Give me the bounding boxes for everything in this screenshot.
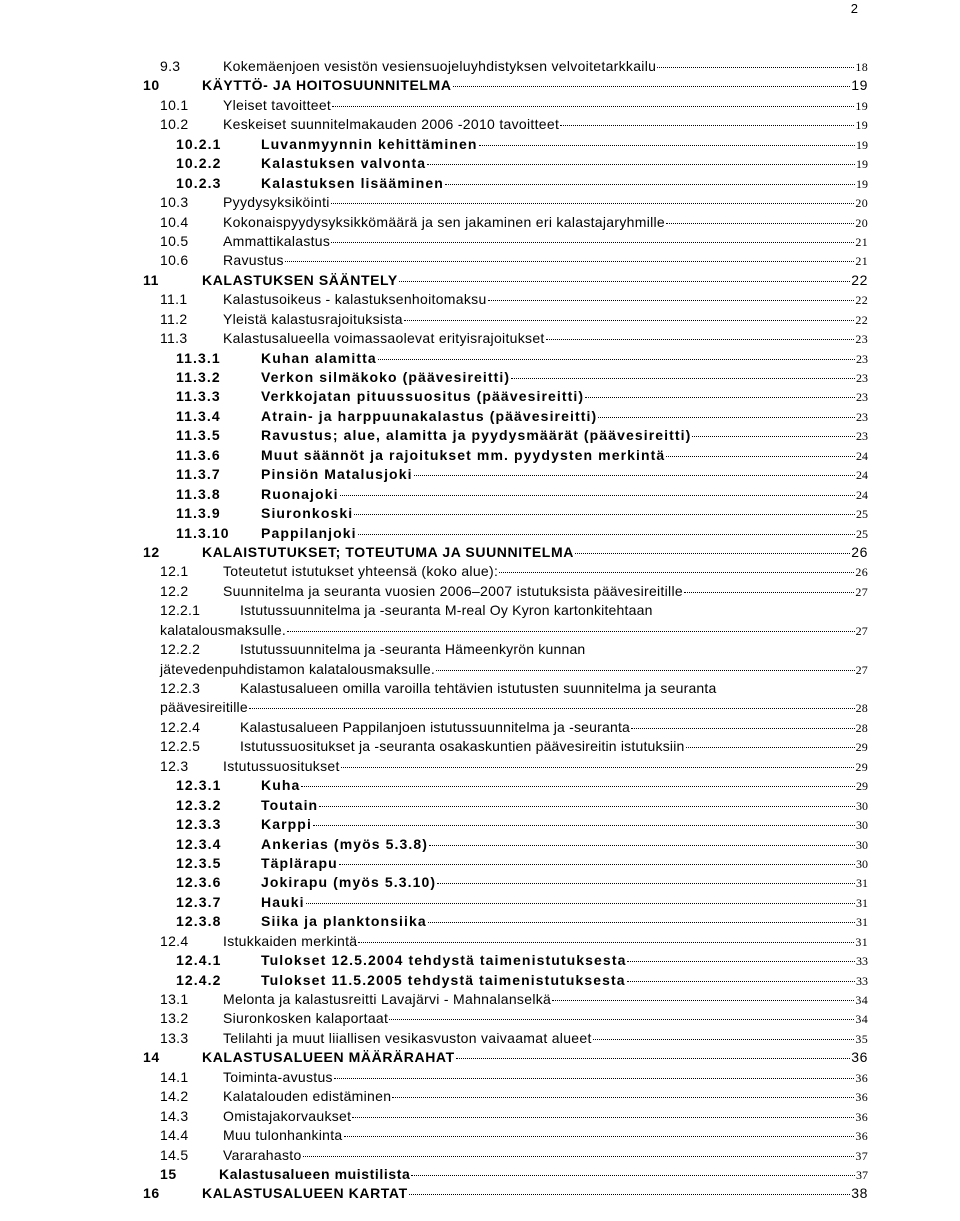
dot-leader <box>378 359 855 360</box>
toc-entry-page: 33 <box>856 973 868 988</box>
toc-entry-title: Telilahti ja muut liiallisen vesikasvuston vaivaamat alueet <box>223 1029 592 1046</box>
toc-entry[interactable] <box>143 816 868 835</box>
toc-entry[interactable] <box>143 758 868 777</box>
toc-entry-number: 10.2 <box>160 116 189 133</box>
toc-entry-number: 15 <box>160 1165 177 1182</box>
toc-entry-page: 29 <box>855 740 868 755</box>
toc-entry-page: 19 <box>856 176 868 191</box>
toc-entry-number: 11.3.6 <box>176 446 221 463</box>
dot-leader <box>666 223 854 224</box>
toc-entry[interactable] <box>143 1108 868 1127</box>
toc-entry-page: 35 <box>855 1031 868 1046</box>
toc-entry-number: 12.3.3 <box>176 816 222 833</box>
dot-leader <box>249 708 855 709</box>
toc-entry-number: 14.3 <box>160 1107 189 1124</box>
toc-entry-page: 37 <box>856 1167 868 1182</box>
toc-entry[interactable] <box>143 1069 868 1088</box>
toc-entry-title: Toutain <box>261 796 319 813</box>
toc-entry-page: 25 <box>856 526 868 541</box>
toc-entry-number: 12.3.1 <box>176 777 222 794</box>
toc-entry-title: Kalatalouden edistäminen <box>223 1088 392 1105</box>
toc-entry-page: 24 <box>856 468 868 483</box>
toc-entry-number: 13.1 <box>160 991 189 1007</box>
dot-leader <box>303 1156 855 1157</box>
toc-entry-number: 11.3.7 <box>176 466 221 483</box>
toc-entry[interactable] <box>143 738 868 757</box>
toc-entry[interactable] <box>143 544 868 563</box>
table-of-contents <box>143 58 868 1205</box>
toc-entry-title: Kalastuksen valvonta <box>261 155 427 172</box>
toc-entry-title: Pinsiön Matalusjoki <box>261 466 413 483</box>
dot-leader <box>334 1078 855 1079</box>
toc-entry[interactable] <box>143 291 868 310</box>
dot-leader <box>585 397 855 398</box>
toc-entry-title: Kalastuksen lisääminen <box>261 174 444 191</box>
dot-leader <box>358 942 854 943</box>
toc-entry[interactable] <box>143 991 868 1010</box>
dot-leader <box>331 242 854 243</box>
dot-leader <box>389 1019 854 1020</box>
toc-entry[interactable] <box>143 155 868 174</box>
toc-entry[interactable] <box>143 622 868 641</box>
toc-entry-page: 30 <box>856 818 868 833</box>
toc-entry-line[interactable] <box>143 680 868 699</box>
toc-entry-page: 31 <box>856 915 868 930</box>
dot-leader <box>552 1000 854 1001</box>
dot-leader <box>352 1117 854 1118</box>
toc-entry-page: 30 <box>856 798 868 813</box>
toc-entry[interactable] <box>143 330 868 349</box>
toc-entry[interactable] <box>143 233 868 252</box>
toc-entry-number: 10.2.1 <box>176 135 222 152</box>
toc-entry-number: 12 <box>143 543 160 560</box>
toc-entry[interactable] <box>143 699 868 718</box>
toc-entry-number: 12.4.1 <box>176 952 222 969</box>
toc-entry[interactable] <box>143 836 868 855</box>
toc-entry-page: 31 <box>856 876 868 891</box>
toc-entry-title: Karppi <box>261 816 312 833</box>
toc-entry-page: 36 <box>855 1129 868 1144</box>
toc-entry[interactable] <box>143 1185 868 1204</box>
toc-entry-number: 12.3.7 <box>176 893 222 910</box>
dot-leader <box>399 281 850 282</box>
toc-entry-number: 10.2.3 <box>176 174 222 191</box>
toc-entry-page: 21 <box>855 234 868 249</box>
dot-leader <box>319 806 855 807</box>
dot-leader <box>627 981 855 982</box>
toc-entry-title: Verkkojatan pituussuositus (päävesireitti) <box>261 388 585 405</box>
toc-entry[interactable] <box>143 311 868 330</box>
toc-entry[interactable] <box>143 1088 868 1107</box>
toc-entry[interactable] <box>143 913 868 932</box>
toc-entry-page: 30 <box>856 837 868 852</box>
toc-entry-page: 25 <box>856 507 868 522</box>
toc-entry-title: Kalastusalueen Pappilanjoen istutussuunnitelma ja -seuranta <box>240 718 631 735</box>
toc-entry-page: 36 <box>855 1090 868 1105</box>
toc-entry-number: 11.3.9 <box>176 505 221 522</box>
dot-leader <box>598 417 855 418</box>
toc-entry-title: Istutussuunnitelma ja -seuranta Hämeenkyrön kunnan <box>240 641 586 658</box>
toc-entry[interactable] <box>143 58 868 77</box>
toc-entry-number: 14.1 <box>160 1068 189 1085</box>
dot-leader <box>339 864 855 865</box>
toc-entry-number: 14 <box>143 1049 160 1066</box>
toc-entry[interactable] <box>143 369 868 388</box>
toc-entry-page: 33 <box>856 954 868 969</box>
toc-entry-title: Muu tulonhankinta <box>223 1127 343 1144</box>
toc-entry-title: Yleiset tavoitteet <box>223 96 332 113</box>
toc-entry-page: 29 <box>856 779 868 794</box>
dot-leader <box>657 67 854 68</box>
toc-entry-page: 36 <box>851 1049 868 1066</box>
toc-entry-number: 10.4 <box>160 213 189 230</box>
toc-entry-title: KALASTUSALUEEN MÄÄRÄRAHAT <box>202 1049 455 1066</box>
toc-entry-number: 12.2.1 <box>160 602 201 619</box>
toc-entry[interactable] <box>143 77 868 96</box>
toc-entry-number: 12.4 <box>160 932 189 949</box>
toc-entry[interactable] <box>143 525 868 544</box>
dot-leader <box>429 845 855 846</box>
dot-leader <box>392 1097 854 1098</box>
toc-entry[interactable] <box>143 583 868 602</box>
toc-entry-number: 12.3.8 <box>176 913 222 930</box>
dot-leader <box>301 786 855 787</box>
dot-leader <box>631 728 855 729</box>
toc-entry[interactable] <box>143 777 868 796</box>
toc-entry-title: Toiminta-avustus <box>223 1068 333 1085</box>
toc-entry-title: Luvanmyynnin kehittäminen <box>261 135 478 152</box>
dot-leader <box>409 1194 850 1195</box>
toc-entry-number: 10.5 <box>160 232 189 249</box>
toc-entry-page: 21 <box>855 254 868 269</box>
toc-entry-title-continued: jätevedenpuhdistamon kalatalousmaksulle. <box>160 660 435 677</box>
toc-entry-title: KÄYTTÖ- JA HOITOSUUNNITELMA <box>202 77 452 94</box>
toc-entry-page: 27 <box>855 623 868 638</box>
toc-entry-page: 20 <box>855 196 868 211</box>
dot-leader <box>331 203 855 204</box>
toc-entry-page: 37 <box>855 1148 868 1163</box>
toc-entry-number: 11 <box>143 271 159 288</box>
toc-entry-page: 23 <box>855 332 868 347</box>
toc-entry[interactable] <box>143 136 868 155</box>
toc-entry[interactable] <box>143 1030 868 1049</box>
dot-leader <box>511 378 855 379</box>
toc-entry-line[interactable] <box>143 602 868 621</box>
toc-entry[interactable] <box>143 350 868 369</box>
dot-leader <box>684 592 854 593</box>
dot-leader <box>627 961 855 962</box>
toc-entry-number: 11.3.5 <box>176 427 221 444</box>
toc-entry-title: Muut säännöt ja rajoitukset mm. pyydysten merkintä <box>261 446 666 463</box>
dot-leader <box>666 456 855 457</box>
dot-leader <box>488 300 855 301</box>
toc-entry-page: 23 <box>856 390 868 405</box>
toc-entry-number: 14.2 <box>160 1088 189 1105</box>
toc-entry-page: 23 <box>856 351 868 366</box>
toc-entry-title: Tulokset 12.5.2004 tehdystä taimenistutuksesta <box>261 952 627 969</box>
toc-entry[interactable] <box>143 797 868 816</box>
toc-entry-number: 11.3.4 <box>176 407 221 424</box>
toc-entry-title: Istukkaiden merkintä <box>223 932 358 949</box>
dot-leader <box>341 767 855 768</box>
dot-leader <box>313 825 855 826</box>
toc-entry[interactable] <box>143 563 868 582</box>
toc-entry[interactable] <box>143 1166 868 1185</box>
toc-entry-title: Tulokset 11.5.2005 tehdystä taimenistutuksesta <box>261 971 626 988</box>
dot-leader <box>445 184 855 185</box>
toc-entry-page: 29 <box>855 759 868 774</box>
toc-entry-number: 11.3.2 <box>176 369 221 385</box>
dot-leader <box>453 86 851 87</box>
dot-leader <box>456 1058 850 1059</box>
toc-entry-page: 28 <box>855 720 868 735</box>
dot-leader <box>358 534 855 535</box>
toc-entry[interactable] <box>143 175 868 194</box>
toc-entry-title: Siika ja planktonsiika <box>261 913 427 930</box>
toc-entry-page: 27 <box>855 662 868 677</box>
toc-entry-title: Verkon silmäkoko (päävesireitti) <box>261 369 511 385</box>
toc-entry[interactable] <box>143 1010 868 1029</box>
toc-entry-title: Siuronkosken kalaportaat <box>223 1010 389 1027</box>
toc-entry-title: KALAISTUTUKSET; TOTEUTUMA JA SUUNNITELMA <box>202 543 574 560</box>
toc-entry-page: 24 <box>856 448 868 463</box>
toc-entry-number: 9.3 <box>160 58 181 74</box>
toc-entry[interactable] <box>143 388 868 407</box>
toc-entry-page: 22 <box>851 271 868 288</box>
toc-entry-page: 30 <box>856 856 868 871</box>
toc-entry-number: 10.3 <box>160 194 189 211</box>
toc-entry[interactable] <box>143 1127 868 1146</box>
toc-entry[interactable] <box>143 505 868 524</box>
toc-entry-number: 12.4.2 <box>176 971 222 988</box>
toc-entry[interactable] <box>143 952 868 971</box>
toc-entry-title: Täplärapu <box>261 854 338 871</box>
dot-leader <box>593 1039 855 1040</box>
toc-entry[interactable] <box>143 894 868 913</box>
toc-entry-number: 11.3 <box>160 330 188 347</box>
toc-entry-title: Siuronkoski <box>261 505 354 522</box>
dot-leader <box>287 631 855 632</box>
dot-leader <box>354 514 855 515</box>
toc-entry[interactable] <box>143 486 868 505</box>
toc-entry-title: Suunnitelma ja seuranta vuosien 2006–2007 istutuksista päävesireitille <box>223 582 683 599</box>
toc-entry-title: Kalastusalueen muistilista <box>219 1165 411 1182</box>
toc-entry-number: 12.1 <box>160 563 189 580</box>
toc-entry-title: Kalastusalueen omilla varoilla tehtävien istutusten suunnitelma ja seuranta <box>240 680 717 696</box>
toc-entry-number: 12.2.3 <box>160 680 201 696</box>
toc-entry-number: 12.3.5 <box>176 854 222 871</box>
toc-entry-number: 12.2.5 <box>160 738 201 755</box>
toc-entry[interactable] <box>143 97 868 116</box>
dot-leader <box>306 903 855 904</box>
toc-entry-title: Ankerias (myös 5.3.8) <box>261 835 429 852</box>
toc-entry-page: 22 <box>855 293 868 308</box>
dot-leader <box>575 553 850 554</box>
toc-entry-page: 19 <box>855 118 868 133</box>
toc-entry-page: 20 <box>855 215 868 230</box>
toc-entry-title: Istutussuositukset <box>223 757 340 774</box>
dot-leader <box>344 1136 855 1137</box>
toc-entry-title: Kokemäenjoen vesistön vesiensuojeluyhdistyksen velvoitetarkkailu <box>223 58 657 74</box>
dot-leader <box>285 261 855 262</box>
toc-entry-title: Ravustus; alue, alamitta ja pyydysmäärät (päävesireitti) <box>261 427 692 444</box>
toc-entry-title: Ruonajoki <box>261 485 339 502</box>
toc-entry-number: 11.1 <box>160 291 188 308</box>
dot-leader <box>332 106 854 107</box>
toc-entry-number: 11.3.3 <box>176 388 221 405</box>
dot-leader <box>404 320 855 321</box>
dot-leader <box>427 164 855 165</box>
toc-entry-title: KALASTUKSEN SÄÄNTELY <box>202 271 398 288</box>
toc-entry-page: 36 <box>855 1109 868 1124</box>
toc-entry[interactable] <box>143 272 868 291</box>
toc-entry-page: 23 <box>856 409 868 424</box>
toc-entry-number: 11.2 <box>160 310 188 327</box>
toc-entry-page: 19 <box>855 98 868 113</box>
toc-entry-title: KALASTUSALUEEN KARTAT <box>202 1185 408 1202</box>
toc-entry-number: 13.2 <box>160 1010 189 1027</box>
toc-entry-title: Toteutetut istutukset yhteensä (koko alue): <box>223 563 499 580</box>
toc-entry-title: Jokirapu (myös 5.3.10) <box>261 874 437 891</box>
toc-entry[interactable] <box>143 116 868 135</box>
toc-entry-page: 26 <box>851 543 868 560</box>
toc-entry-title: Omistajakorvaukset <box>223 1107 352 1124</box>
toc-entry-page: 19 <box>856 157 868 172</box>
toc-entry-number: 11.3.8 <box>176 485 221 502</box>
dot-leader <box>428 922 855 923</box>
toc-entry-number: 12.3 <box>160 757 189 774</box>
toc-entry-page: 24 <box>856 487 868 502</box>
toc-entry-number: 10.2.2 <box>176 155 222 172</box>
dot-leader <box>499 572 854 573</box>
toc-entry-title: Istutussuositukset ja -seuranta osakaskuntien päävesireitin istutuksiin <box>240 738 685 755</box>
dot-leader <box>436 670 855 671</box>
toc-entry[interactable] <box>143 214 868 233</box>
toc-entry[interactable] <box>143 855 868 874</box>
toc-entry-number: 12.2.2 <box>160 641 201 658</box>
toc-entry-page: 27 <box>855 584 868 599</box>
toc-entry-number: 10.6 <box>160 252 189 269</box>
toc-entry-title: Atrain- ja harppuunakalastus (päävesireitti) <box>261 407 598 424</box>
toc-entry-page: 19 <box>851 77 868 94</box>
toc-entry-title: Vararahasto <box>223 1146 302 1163</box>
toc-entry-number: 12.2.4 <box>160 718 201 735</box>
dot-leader <box>411 1175 855 1176</box>
toc-entry[interactable] <box>143 661 868 680</box>
toc-entry-title: Kalastusalueella voimassaolevat erityisrajoitukset <box>223 330 545 347</box>
toc-entry-line[interactable] <box>143 641 868 660</box>
toc-entry-title: Melonta ja kalastusreitti Lavajärvi - Mahnalanselkä <box>223 991 552 1007</box>
toc-entry-number: 12.3.2 <box>176 796 222 813</box>
toc-entry-title-continued: päävesireitille <box>160 699 248 716</box>
toc-entry-title: Ammattikalastus <box>223 232 331 249</box>
toc-entry[interactable] <box>143 466 868 485</box>
toc-entry-page: 34 <box>855 1012 868 1027</box>
toc-entry-page: 38 <box>851 1185 868 1202</box>
toc-entry-title-continued: kalatalousmaksulle. <box>160 621 286 638</box>
toc-entry-page: 26 <box>855 565 868 580</box>
dot-leader <box>414 475 855 476</box>
dot-leader <box>692 436 855 437</box>
toc-entry-title: Kuha <box>261 777 301 794</box>
toc-entry-page: 36 <box>855 1070 868 1085</box>
toc-entry-number: 12.3.4 <box>176 835 222 852</box>
toc-entry[interactable] <box>143 874 868 893</box>
toc-entry-page: 23 <box>856 429 868 444</box>
toc-entry-number: 12.3.6 <box>176 874 222 891</box>
toc-entry-page: 31 <box>856 895 868 910</box>
toc-entry-number: 11.3.1 <box>176 349 221 366</box>
dot-leader <box>479 145 855 146</box>
page-number: 2 <box>850 1 858 16</box>
toc-entry[interactable] <box>143 194 868 213</box>
toc-entry-number: 16 <box>143 1185 160 1202</box>
toc-entry-number: 14.4 <box>160 1127 189 1144</box>
toc-entry[interactable] <box>143 972 868 991</box>
toc-entry-number: 13.3 <box>160 1029 189 1046</box>
dot-leader <box>546 339 855 340</box>
toc-entry-title: Pappilanjoki <box>261 524 357 541</box>
toc-entry[interactable] <box>143 1147 868 1166</box>
toc-entry-title: Kokonaispyydysyksikkömäärä ja sen jakaminen eri kalastajaryhmille <box>223 213 666 230</box>
dot-leader <box>340 495 855 496</box>
toc-entry[interactable] <box>143 427 868 446</box>
toc-entry[interactable] <box>143 447 868 466</box>
toc-entry[interactable] <box>143 719 868 738</box>
toc-entry-number: 10 <box>143 77 160 94</box>
toc-entry[interactable] <box>143 408 868 427</box>
toc-entry-title: Kuhan alamitta <box>261 349 377 366</box>
toc-entry[interactable] <box>143 1049 868 1068</box>
toc-entry[interactable] <box>143 933 868 952</box>
toc-entry-page: 28 <box>855 701 868 716</box>
toc-entry-title: Keskeiset suunnitelmakauden 2006 -2010 tavoitteet <box>223 116 560 133</box>
toc-entry-title: Pyydysyksiköinti <box>223 194 330 211</box>
dot-leader <box>560 125 854 126</box>
toc-entry-number: 14.5 <box>160 1146 189 1163</box>
toc-entry-number: 11.3.10 <box>176 524 230 541</box>
toc-entry-page: 22 <box>855 312 868 327</box>
toc-entry-page: 31 <box>855 934 868 949</box>
toc-entry-page: 19 <box>856 137 868 152</box>
toc-entry[interactable] <box>143 252 868 271</box>
toc-entry-page: 34 <box>855 993 868 1007</box>
toc-entry-title: Istutussuunnitelma ja -seuranta M-real Oy Kyron kartonkitehtaan <box>240 602 653 619</box>
toc-entry-number: 10.1 <box>160 96 189 113</box>
dot-leader <box>686 747 855 748</box>
toc-entry-page: 18 <box>855 60 868 74</box>
toc-entry-page: 23 <box>856 371 868 385</box>
toc-entry-title: Kalastusoikeus - kalastuksenhoitomaksu <box>223 291 487 308</box>
toc-entry-number: 12.2 <box>160 582 189 599</box>
toc-entry-title: Hauki <box>261 893 305 910</box>
toc-entry-title: Ravustus <box>223 252 284 269</box>
dot-leader <box>437 883 855 884</box>
toc-entry-title: Yleistä kalastusrajoituksista <box>223 310 403 327</box>
